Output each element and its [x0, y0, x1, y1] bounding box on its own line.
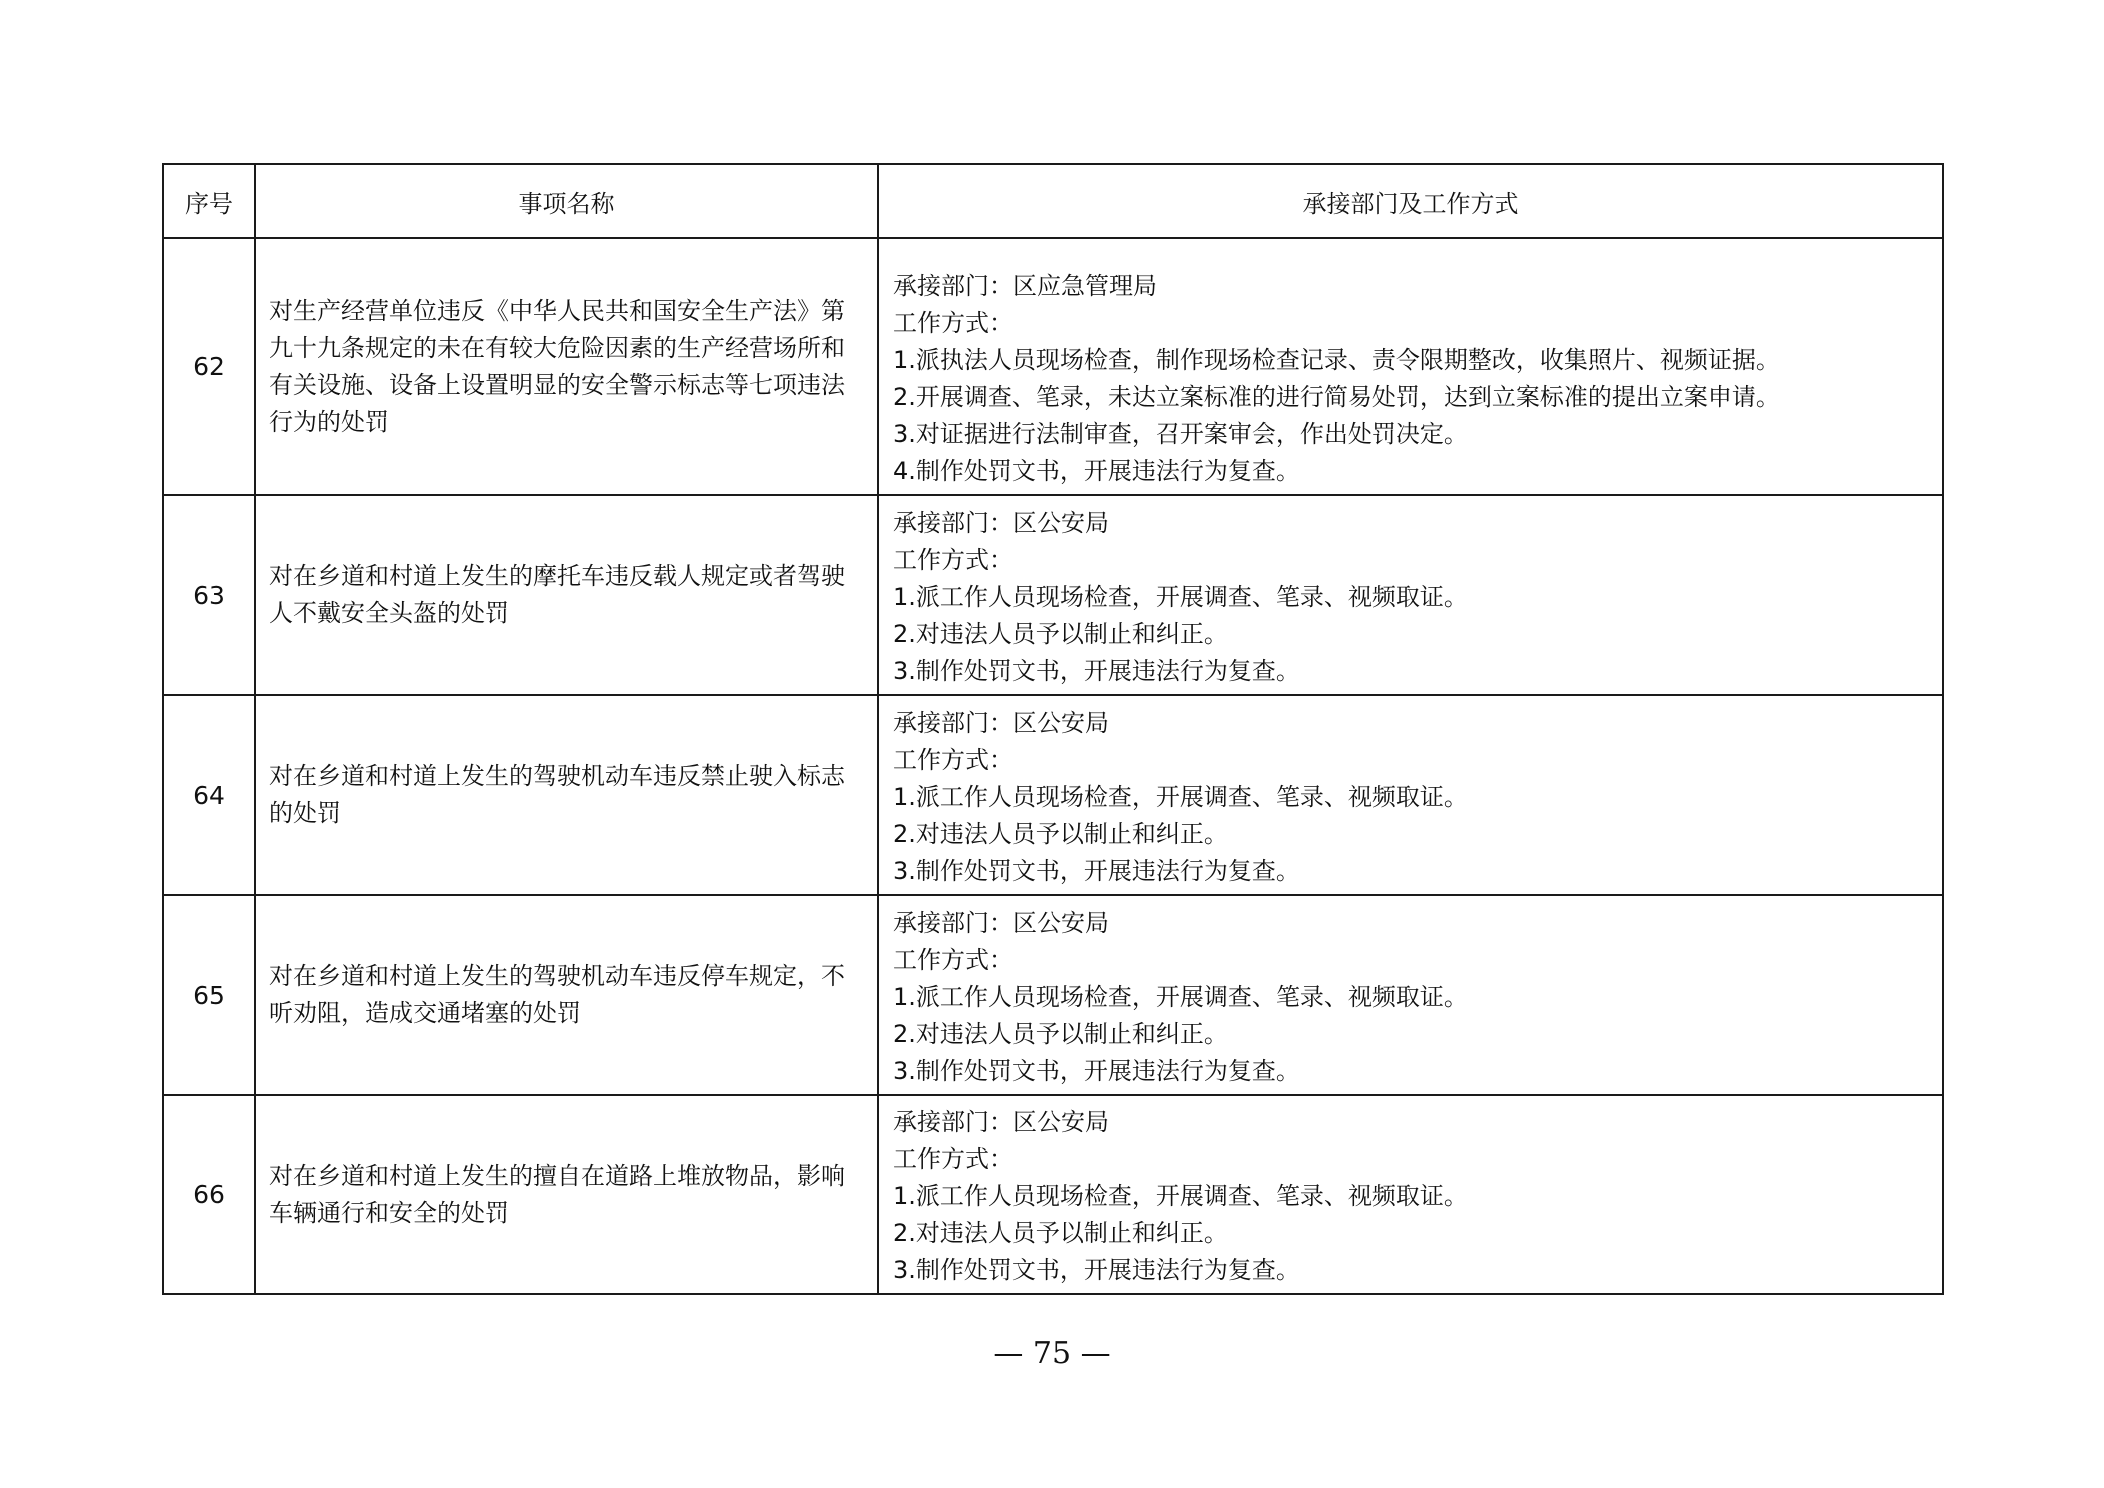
row-item-name: 对在乡道和村道上发生的摩托车违反载人规定或者驾驶人不戴安全头盔的处罚: [255, 495, 878, 695]
row-item-name: 对在乡道和村道上发生的驾驶机动车违反停车规定，不听劝阻，造成交通堵塞的处罚: [255, 895, 878, 1095]
row-seq: 65: [163, 895, 255, 1095]
step-line: 3.对证据进行法制审查，召开案审会，作出处罚决定。: [893, 420, 1468, 448]
step-line: 4.制作处罚文书，开展违法行为复查。: [893, 457, 1300, 485]
work-mode-label: 工作方式：: [893, 309, 1013, 337]
department-line: 承接部门：区公安局: [893, 909, 1109, 937]
work-mode-label: 工作方式：: [893, 946, 1013, 974]
step-line: 1.派执法人员现场检查，制作现场检查记录、责令限期整改，收集照片、视频证据。: [893, 346, 1780, 374]
row-department-mode: [878, 495, 1943, 695]
row-department-mode: [878, 895, 1943, 1095]
responsibility-table: [162, 163, 1944, 1295]
row-seq: 66: [163, 1095, 255, 1294]
table-row: [163, 238, 1943, 495]
work-mode-label: 工作方式：: [893, 546, 1013, 574]
step-line: 2.对违法人员予以制止和纠正。: [893, 620, 1228, 648]
table-header-row: [163, 164, 1943, 238]
table-row: [163, 495, 1943, 695]
step-line: 2.对违法人员予以制止和纠正。: [893, 820, 1228, 848]
work-mode-label: 工作方式：: [893, 1145, 1013, 1173]
department-line: 承接部门：区公安局: [893, 709, 1109, 737]
row-department-mode: [878, 695, 1943, 895]
row-department-mode: [878, 238, 1943, 495]
step-line: 2.对违法人员予以制止和纠正。: [893, 1219, 1228, 1247]
table-row: [163, 895, 1943, 1095]
step-line: 2.对违法人员予以制止和纠正。: [893, 1020, 1228, 1048]
step-line: 3.制作处罚文书，开展违法行为复查。: [893, 857, 1300, 885]
step-line: 2.开展调查、笔录，未达立案标准的进行简易处罚，达到立案标准的提出立案申请。: [893, 383, 1780, 411]
work-mode-label: 工作方式：: [893, 746, 1013, 774]
step-line: 3.制作处罚文书，开展违法行为复查。: [893, 1057, 1300, 1085]
row-item-name: 对生产经营单位违反《中华人民共和国安全生产法》第九十九条规定的未在有较大危险因素的生产经营场所和有关设施、设备上设置明显的安全警示标志等七项违法行为的处罚: [255, 238, 878, 495]
row-item-name: 对在乡道和村道上发生的驾驶机动车违反禁止驶入标志的处罚: [255, 695, 878, 895]
header-item-name: 事项名称: [255, 164, 878, 238]
table-row: [163, 695, 1943, 895]
page-number: — 75 —: [993, 1336, 1111, 1371]
department-line: 承接部门：区公安局: [893, 509, 1109, 537]
row-seq: 64: [163, 695, 255, 895]
department-line: 承接部门：区公安局: [893, 1108, 1109, 1136]
step-line: 1.派工作人员现场检查，开展调查、笔录、视频取证。: [893, 1182, 1468, 1210]
header-seq: 序号: [163, 164, 255, 238]
header-department-mode: 承接部门及工作方式: [878, 164, 1943, 238]
step-line: 1.派工作人员现场检查，开展调查、笔录、视频取证。: [893, 583, 1468, 611]
table-row: [163, 1095, 1943, 1294]
department-line: 承接部门：区应急管理局: [893, 272, 1157, 300]
step-line: 3.制作处罚文书，开展违法行为复查。: [893, 657, 1300, 685]
row-seq: 62: [163, 238, 255, 495]
row-department-mode: [878, 1095, 1943, 1294]
row-seq: 63: [163, 495, 255, 695]
step-line: 1.派工作人员现场检查，开展调查、笔录、视频取证。: [893, 983, 1468, 1011]
row-item-name: 对在乡道和村道上发生的擅自在道路上堆放物品，影响车辆通行和安全的处罚: [255, 1095, 878, 1294]
step-line: 3.制作处罚文书，开展违法行为复查。: [893, 1256, 1300, 1284]
step-line: 1.派工作人员现场检查，开展调查、笔录、视频取证。: [893, 783, 1468, 811]
